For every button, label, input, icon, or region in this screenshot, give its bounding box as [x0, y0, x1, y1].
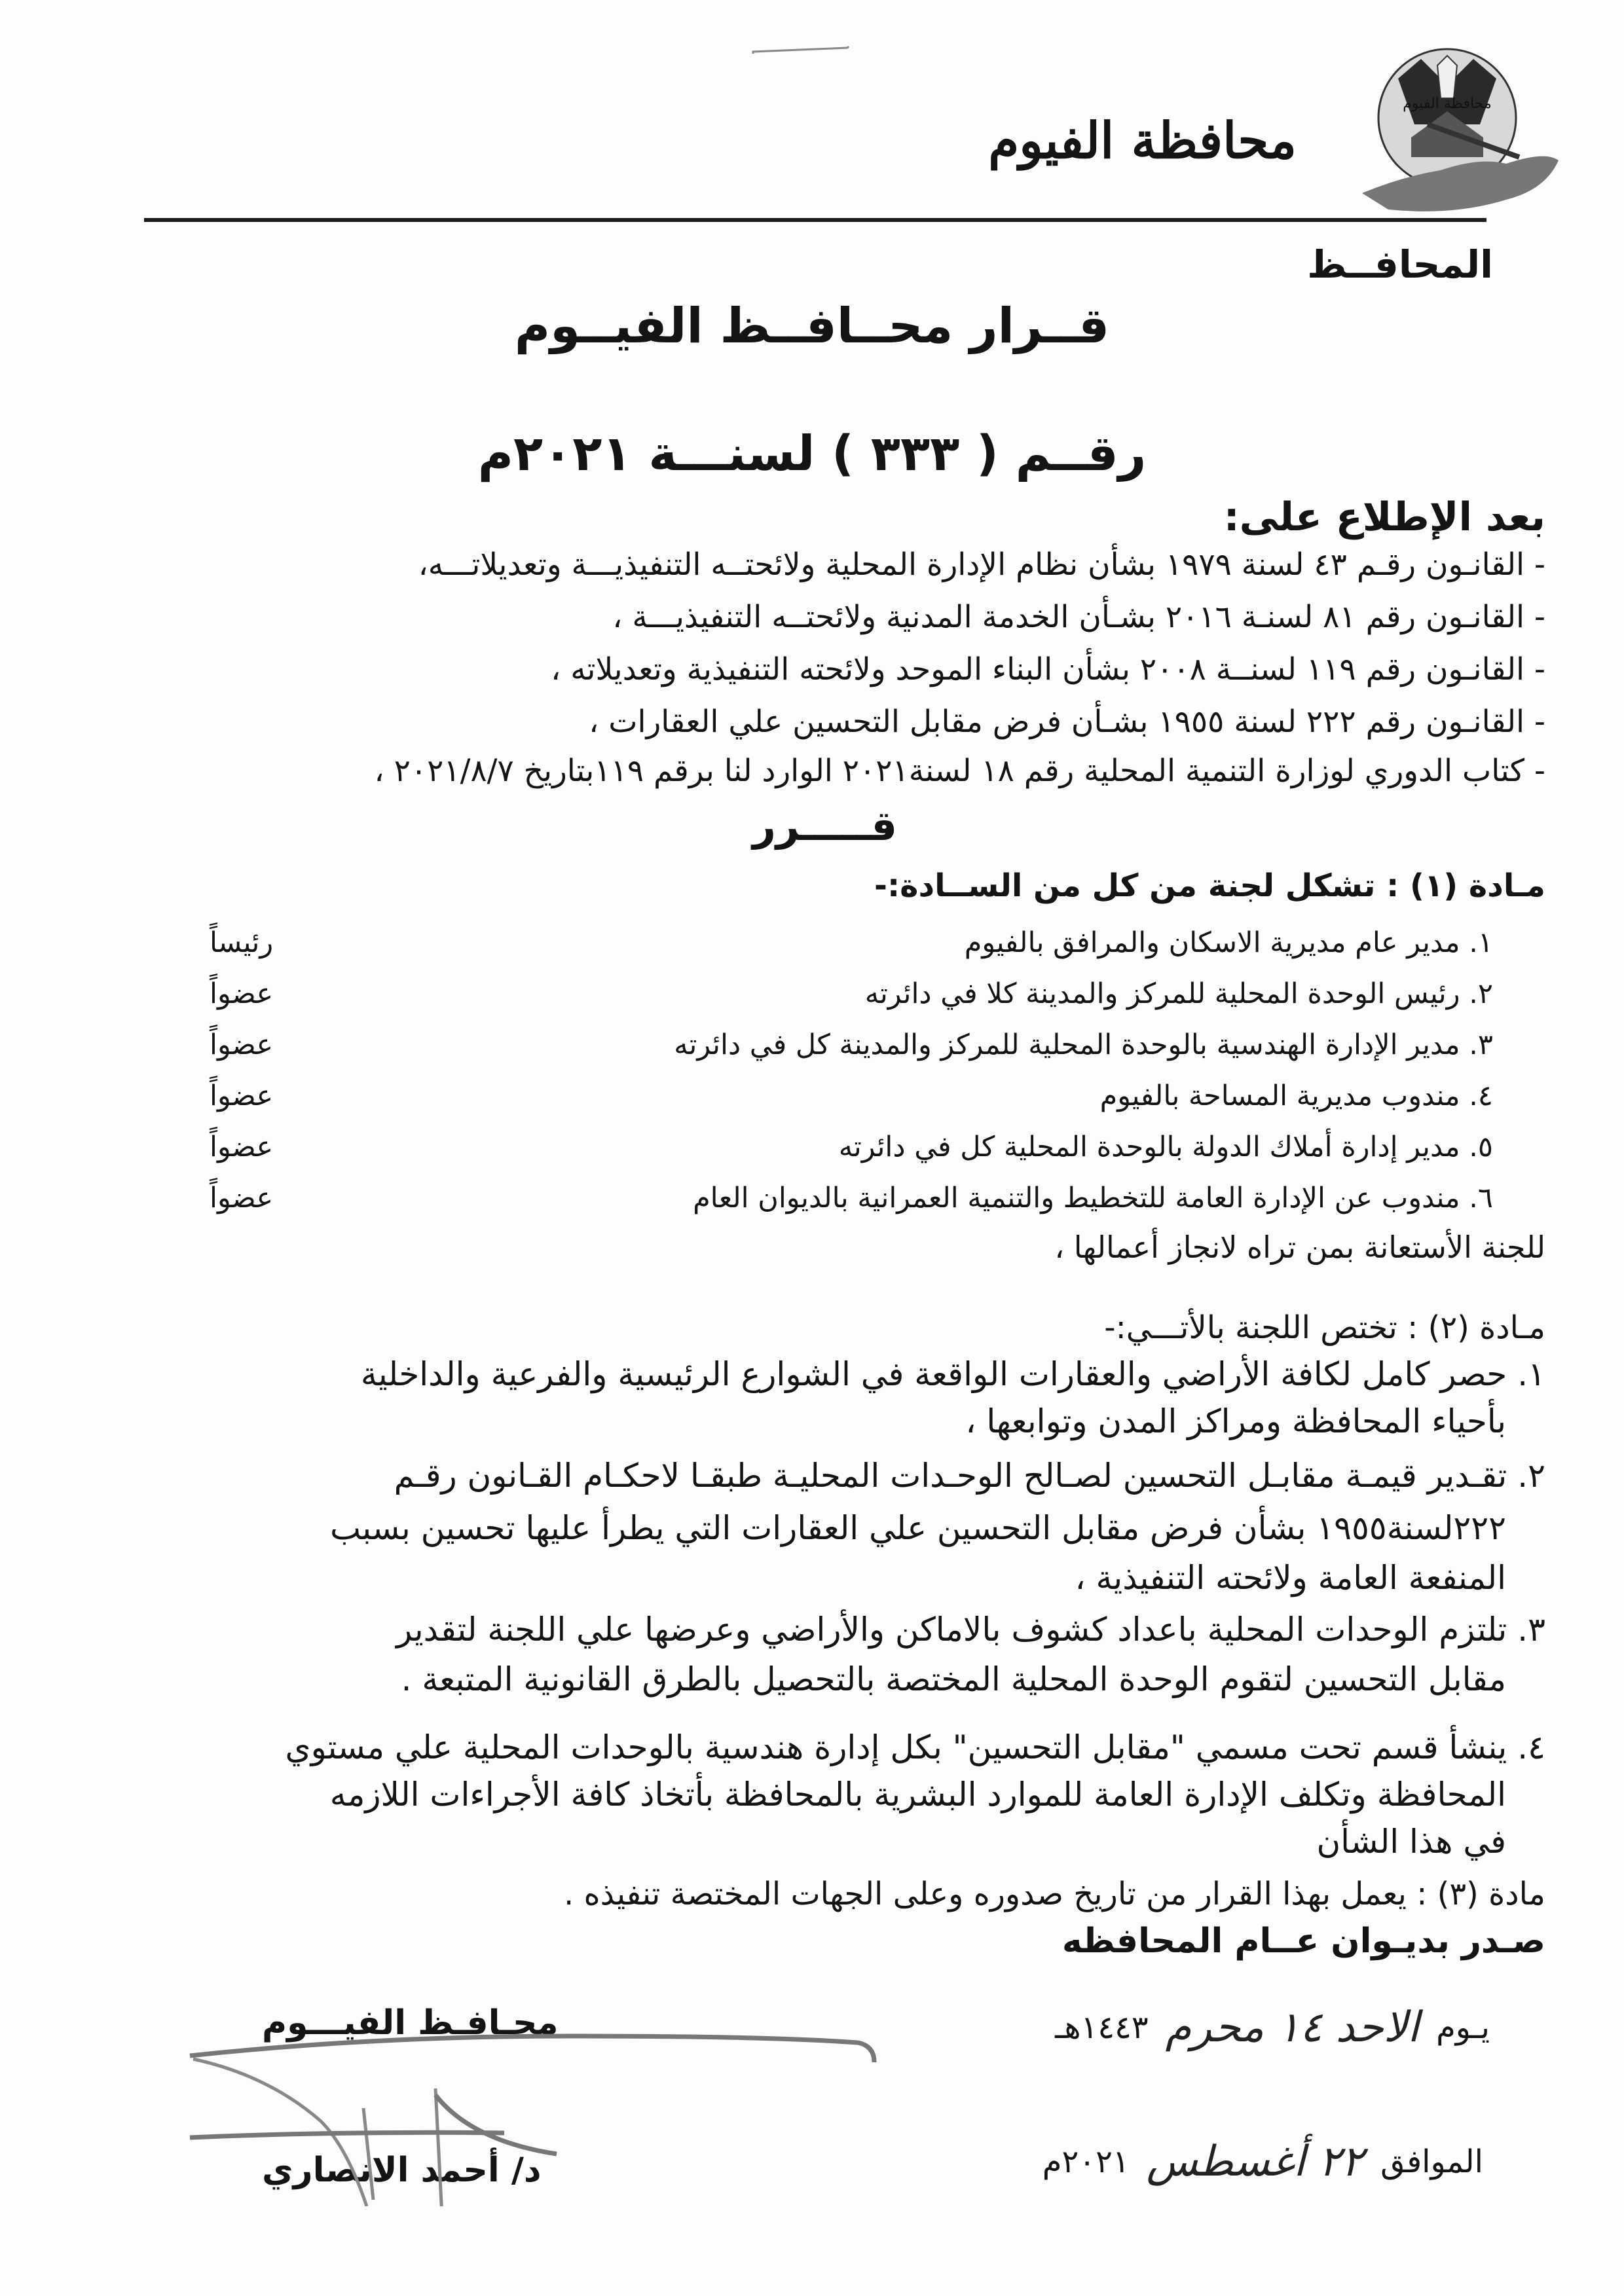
governorate-name: محافظة الفيوم	[988, 111, 1297, 170]
greg-handwritten: ٢٢ أغسطس	[1146, 2138, 1364, 2186]
decided-heading: قـــــرر	[752, 802, 897, 850]
article-2-item	[79, 1355, 1545, 1449]
committee-role: عضواً	[210, 1029, 274, 1061]
emblem-text: محافظة الفيوم	[1403, 96, 1492, 112]
governorate-emblem-logo	[1349, 26, 1565, 223]
preamble-item: - كتاب الدوري لوزارة التنمية المحلية رقم ١٨ لسنة٢٠٢١ الوارد لنا برقم ١١٩بتاريخ ٢٠٢١/٨/٧ ،	[374, 753, 1545, 789]
greg-year: ٢٠٢١م	[1042, 2143, 1130, 2180]
article-2-item	[79, 1728, 1545, 1870]
preamble-item: - القانـون رقم ٨١ لسنـة ٢٠١٦ بشـأن الخدمة المدنية ولائحتــه التنفيذيـــة ،	[612, 599, 1545, 635]
committee-member: ٥. مدير إدارة أملاك الدولة بالوحدة المحلية كل في دائرته	[838, 1131, 1493, 1163]
item-line: بأحياء المحافظة ومراكز المدن وتوابعها ،	[965, 1402, 1506, 1440]
item-line: ٢٢٢لسنة١٩٥٥ بشأن فرض مقابل التحسين علي العقارات التي يطرأ عليها تحسين بسبب	[330, 1509, 1506, 1547]
committee-role: عضواً	[210, 1182, 274, 1214]
committee-role: عضواً	[210, 1080, 274, 1112]
item-line: في هذا الشأن	[1316, 1823, 1506, 1861]
decree-title: قــرار محــافــظ الفيــوم	[514, 298, 1110, 354]
committee-member: ١. مدير عام مديرية الاسكان والمرافق بالفيوم	[964, 926, 1493, 959]
header-divider	[144, 218, 1486, 222]
article-2-title: مـادة (٢) : تختص اللجنة بالأتـــي:-	[1104, 1309, 1545, 1346]
preamble-heading: بعد الإطلاع على:	[1223, 494, 1545, 540]
gregorian-date	[1043, 2138, 1483, 2186]
committee-member: ٤. مندوب مديرية المساحة بالفيوم	[1099, 1080, 1493, 1112]
decree-number: رقــم ( ٣٣٣ ) لسنـــة ٢٠٢١م	[477, 426, 1147, 482]
hijri-prefix: يـوم	[1436, 2009, 1490, 2046]
committee-role: رئيساً	[210, 926, 274, 959]
committee-member: ٢. رئيس الوحدة المحلية للمركز والمدينة كلا في دائرته	[864, 977, 1493, 1010]
item-number: ٤.	[1517, 1728, 1545, 1766]
office-label: المحافــظ	[1307, 242, 1493, 287]
item-line: ينشأ قسم تحت مسمي "مقابل التحسين" بكل إدارة هندسية بالوحدات المحلية علي مستوي	[285, 1728, 1507, 1766]
preamble-item: - القانـون رقم ٢٢٢ لسنة ١٩٥٥ بشـأن فرض مقابل التحسين علي العقارات ،	[589, 704, 1545, 740]
signatory-title: محـافـظ الفيـــوم	[262, 2003, 559, 2043]
article-2-item	[79, 1457, 1545, 1609]
article-1-note: للجنة الأستعانة بمن تراه لانجاز أعمالها ،	[1054, 1230, 1545, 1265]
hijri-handwritten: الاحد ١٤ محرم	[1165, 2003, 1420, 2052]
committee-role: عضواً	[210, 977, 274, 1010]
committee-role: عضواً	[210, 1131, 274, 1163]
preamble-item: - القانـون رقـم ٤٣ لسنة ١٩٧٩ بشأن نظام الإدارة المحلية ولائحتــه التنفيذيـــة وتعديلاتـــه،	[418, 547, 1545, 583]
preamble-item: - القانـون رقم ١١٩ لسنــة ٢٠٠٨ بشأن البناء الموحد ولائحته التنفيذية وتعديلاته ،	[551, 651, 1545, 687]
greg-prefix: الموافق	[1380, 2143, 1483, 2180]
handwritten-signature	[177, 1990, 897, 2206]
item-line: المنفعة العامة ولائحته التنفيذية ،	[1075, 1559, 1506, 1597]
item-line: المحافظة وتكلف الإدارة العامة للموارد البشرية بالمحافظة بأتخاذ كافة الأجراءات اللازمه	[329, 1776, 1506, 1813]
hijri-date	[1055, 2003, 1490, 2052]
article-1-title: مـادة (١) : تشكل لجنة من كل من الســادة:-	[874, 867, 1545, 904]
item-line: تلتزم الوحدات المحلية باعداد كشوف بالاماكن والأراضي وعرضها علي اللجنة لتقدير	[396, 1611, 1507, 1649]
item-line: حصر كامل لكافة الأراضي والعقارات الواقعة في الشوارع الرئيسية والفرعية والداخلية	[360, 1355, 1507, 1393]
item-line: مقابل التحسين لتقوم الوحدة المحلية المختصة بالتحصيل بالطرق القانونية المتبعة .	[401, 1660, 1506, 1698]
item-number: ٣.	[1517, 1611, 1545, 1649]
hijri-year: ١٤٤٣هـ	[1055, 2009, 1149, 2046]
item-line: تقـدير قيمـة مقابـل التحسين لصـالح الوحـدات المحليـة طبقـا لاحكـام القـانون رقـم	[394, 1457, 1507, 1495]
committee-member: ٣. مدير الإدارة الهندسية بالوحدة المحلية للمركز والمدينة كل في دائرته	[674, 1029, 1493, 1061]
signatory-name: د/ أحمد الانصاري	[262, 2151, 542, 2190]
staple-mark	[752, 46, 850, 55]
issued-at: صـدر بديـوان عــام المحافظه	[1061, 1922, 1545, 1961]
item-number: ٢.	[1517, 1457, 1545, 1495]
committee-member: ٦. مندوب عن الإدارة العامة للتخطيط والتنمية العمرانية بالديوان العام	[693, 1182, 1493, 1214]
article-3-title: مادة (٣) : يعمل بهذا القرار من تاريخ صدوره وعلى الجهات المختصة تنفيذه .	[563, 1876, 1545, 1912]
item-number: ١.	[1517, 1355, 1545, 1393]
article-2-item	[79, 1611, 1545, 1710]
